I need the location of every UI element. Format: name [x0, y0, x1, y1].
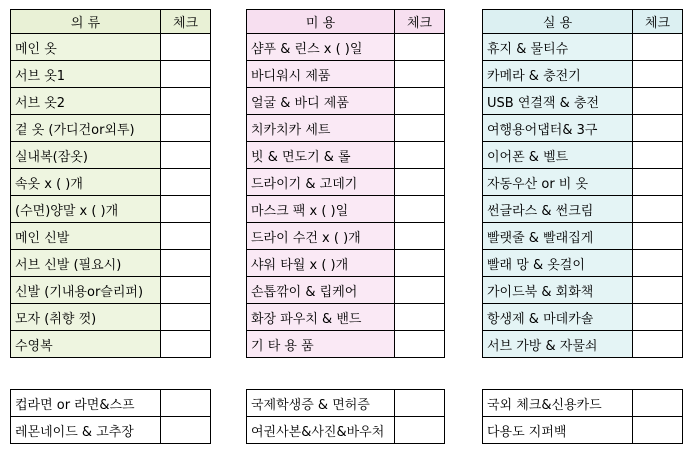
check-cell[interactable]: [395, 61, 445, 88]
check-cell[interactable]: [161, 304, 211, 331]
table-row: [11, 331, 211, 358]
item-label: 빨랫줄 & 빨래집게: [483, 223, 633, 250]
item-label: 메인 신발: [11, 223, 161, 250]
check-cell[interactable]: [161, 61, 211, 88]
item-label: 샴푸 & 린스 x ( )일: [247, 34, 395, 61]
check-cell[interactable]: [633, 331, 683, 358]
table-row: [11, 277, 211, 304]
check-cell[interactable]: [633, 304, 683, 331]
table-row: [11, 169, 211, 196]
table-row: [11, 142, 211, 169]
table-row: [247, 196, 445, 223]
table-row: [247, 61, 445, 88]
item-label: 레몬네이드 & 고추장: [11, 417, 161, 444]
extras-table-1: [10, 389, 211, 444]
check-cell[interactable]: [395, 34, 445, 61]
item-label: 가이드북 & 회화책: [483, 277, 633, 304]
check-cell[interactable]: [633, 223, 683, 250]
table-row: [11, 390, 211, 417]
check-cell[interactable]: [633, 115, 683, 142]
table-row: [11, 304, 211, 331]
check-cell[interactable]: [395, 304, 445, 331]
item-label: 빨래 망 & 옷걸이: [483, 250, 633, 277]
check-cell[interactable]: [395, 277, 445, 304]
check-cell[interactable]: [395, 142, 445, 169]
table-row: [11, 115, 211, 142]
item-label: 컵라면 or 라면&스프: [11, 390, 161, 417]
table-row: [483, 88, 683, 115]
table-row: [247, 390, 445, 417]
item-label: 모자 (취향 껏): [11, 304, 161, 331]
item-label: 속옷 x ( )개: [11, 169, 161, 196]
item-label: 신발 (기내용or슬리퍼): [11, 277, 161, 304]
item-label: 얼굴 & 바디 제품: [247, 88, 395, 115]
table-row: [483, 142, 683, 169]
extras-rows: [247, 390, 445, 444]
check-cell[interactable]: [161, 331, 211, 358]
table-row: [247, 34, 445, 61]
table-row: [483, 277, 683, 304]
table-row: [483, 250, 683, 277]
table-row: [247, 304, 445, 331]
clothing-table: [10, 9, 211, 358]
table-row: [247, 223, 445, 250]
check-cell[interactable]: [161, 250, 211, 277]
table-row: [11, 223, 211, 250]
item-label: 치카치카 세트: [247, 115, 395, 142]
table-row: [247, 277, 445, 304]
table-row: [247, 115, 445, 142]
item-label: 빗 & 면도기 & 롤: [247, 142, 395, 169]
item-label: 여행용어댑터& 3구: [483, 115, 633, 142]
item-label: 손톱깎이 & 립케어: [247, 277, 395, 304]
table-row: [483, 34, 683, 61]
table-row: [11, 88, 211, 115]
check-cell[interactable]: [395, 331, 445, 358]
table-row: [483, 115, 683, 142]
table-row: [247, 142, 445, 169]
practical-rows: [483, 34, 683, 358]
extras-rows: [11, 390, 211, 444]
table-row: [483, 61, 683, 88]
extras-table-3: [482, 389, 683, 444]
check-cell[interactable]: [633, 196, 683, 223]
item-label: 여권사본&사진&바우처: [247, 417, 395, 444]
beauty-table: [246, 9, 445, 358]
table-row: [11, 417, 211, 444]
item-label: 메인 옷: [11, 34, 161, 61]
check-cell[interactable]: [395, 115, 445, 142]
item-label: 국외 체크&신용카드: [483, 390, 633, 417]
check-cell[interactable]: [633, 277, 683, 304]
table-row: [483, 196, 683, 223]
check-cell[interactable]: [633, 34, 683, 61]
check-cell[interactable]: [161, 196, 211, 223]
check-cell[interactable]: [633, 142, 683, 169]
check-cell[interactable]: [395, 196, 445, 223]
table-row: [247, 417, 445, 444]
table-row: [247, 331, 445, 358]
practical-header: 실 용: [483, 10, 633, 34]
item-label: 화장 파우치 & 밴드: [247, 304, 395, 331]
check-cell[interactable]: [161, 390, 211, 417]
item-label: 휴지 & 물티슈: [483, 34, 633, 61]
check-cell[interactable]: [633, 250, 683, 277]
check-cell[interactable]: [633, 390, 683, 417]
clothing-rows: [11, 34, 211, 358]
check-cell[interactable]: [161, 169, 211, 196]
item-label: 바디워시 제품: [247, 61, 395, 88]
item-label: 기 타 용 품: [247, 331, 395, 358]
practical-table: [482, 9, 683, 358]
beauty-header: 미 용: [247, 10, 395, 34]
practical-check-header: 체크: [633, 10, 683, 34]
table-row: [483, 417, 683, 444]
check-cell[interactable]: [161, 277, 211, 304]
table-row: [11, 61, 211, 88]
table-row: [11, 250, 211, 277]
clothing-header: 의 류: [11, 10, 161, 34]
check-cell[interactable]: [395, 223, 445, 250]
item-label: 실내복(잠옷): [11, 142, 161, 169]
table-row: [483, 223, 683, 250]
beauty-rows: [247, 34, 445, 358]
table-row: [483, 304, 683, 331]
check-cell[interactable]: [161, 223, 211, 250]
item-label: 항생제 & 마데카솔: [483, 304, 633, 331]
check-cell[interactable]: [161, 142, 211, 169]
item-label: 다용도 지퍼백: [483, 417, 633, 444]
item-label: 마스크 팩 x ( )일: [247, 196, 395, 223]
item-label: 서브 옷1: [11, 61, 161, 88]
check-cell[interactable]: [395, 250, 445, 277]
check-cell[interactable]: [161, 34, 211, 61]
table-row: [483, 169, 683, 196]
item-label: 드라이기 & 고데기: [247, 169, 395, 196]
check-cell[interactable]: [161, 88, 211, 115]
item-label: 이어폰 & 벨트: [483, 142, 633, 169]
check-cell[interactable]: [395, 417, 445, 444]
item-label: 썬글라스 & 썬크림: [483, 196, 633, 223]
item-label: 서브 신발 (필요시): [11, 250, 161, 277]
check-cell[interactable]: [161, 115, 211, 142]
item-label: USB 연결잭 & 충전: [483, 88, 633, 115]
check-cell[interactable]: [395, 88, 445, 115]
check-cell[interactable]: [395, 169, 445, 196]
table-row: [247, 88, 445, 115]
beauty-check-header: 체크: [395, 10, 445, 34]
table-row: [483, 331, 683, 358]
extras-rows: [483, 390, 683, 444]
table-row: [11, 196, 211, 223]
item-label: 국제학생증 & 면허증: [247, 390, 395, 417]
table-row: [11, 34, 211, 61]
item-label: 자동우산 or 비 옷: [483, 169, 633, 196]
table-row: [247, 250, 445, 277]
item-label: 드라이 수건 x ( )개: [247, 223, 395, 250]
item-label: 샤워 타월 x ( )개: [247, 250, 395, 277]
check-cell[interactable]: [633, 169, 683, 196]
clothing-check-header: 체크: [161, 10, 211, 34]
item-label: (수면)양말 x ( )개: [11, 196, 161, 223]
table-row: [247, 169, 445, 196]
check-cell[interactable]: [395, 390, 445, 417]
table-row: [483, 390, 683, 417]
extras-table-2: [246, 389, 445, 444]
item-label: 서브 옷2: [11, 88, 161, 115]
check-cell[interactable]: [633, 417, 683, 444]
item-label: 서브 가방 & 자물쇠: [483, 331, 633, 358]
item-label: 겉 옷 (가디건or외투): [11, 115, 161, 142]
check-cell[interactable]: [633, 88, 683, 115]
item-label: 수영복: [11, 331, 161, 358]
item-label: 카메라 & 충전기: [483, 61, 633, 88]
check-cell[interactable]: [633, 61, 683, 88]
check-cell[interactable]: [161, 417, 211, 444]
